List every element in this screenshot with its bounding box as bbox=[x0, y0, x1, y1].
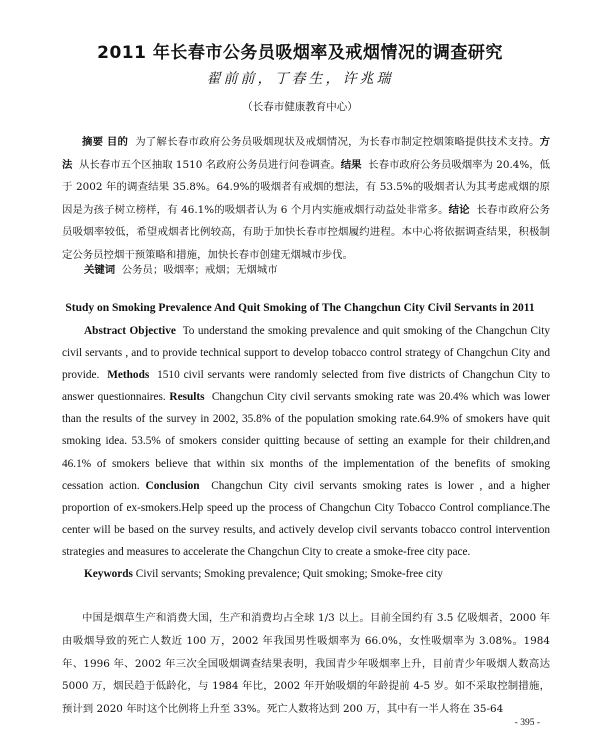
keywords-label: 关键词 bbox=[84, 264, 116, 276]
conclusion-text: 长春市政府公务员吸烟率较低，希望戒烟者比例较高，有助于加快长春市控烟履约进程。本中心将依据调查结果，积极制定公务员控烟干预策略和措施，加快长春市创建无烟城市步伐。 bbox=[62, 203, 551, 261]
page-number: - 395 - bbox=[514, 718, 540, 728]
en-keywords-text: Civil servants; Smoking prevalence; Quit smoking; Smoke-free city bbox=[135, 568, 443, 580]
method-label: 方法 bbox=[62, 136, 551, 171]
conclusion-label: 结论 bbox=[448, 203, 470, 216]
en-methods-label: Methods bbox=[107, 369, 150, 382]
en-conclusion-text: Changchun City civil servants smoking rates is lower , and a higher proportion of ex-smokers.Help speed up the process of Changchun City Tobacco Control compliance.The center will be based on the survey results, and actively develop civil servants tobacco control intervention strategies and measures to accelerate the Changchun City to create a smoke-free city pace. bbox=[62, 479, 550, 558]
body-paragraph: 中国是烟草生产和消费大国，生产和消费均占全球 1/3 以上。目前全国约有 3.5 亿吸烟者，2000 年由吸烟导致的死亡人数近 100 万，2002 年我国男性吸烟率为 66.0%，女性吸烟率为 3.08%。1984 年、1996 年、2002 年三次全国吸烟调查结果表明，我国青少年吸烟率上升，目前青少年吸烟人数高达 5000 万，烟民趋于低龄化，与 1984 年比，2002 年开始吸烟的年龄提前 4-5 岁。如不采取控制措施，预计到 2020 年时这个比例将上升至 33%。死亡人数将达到 200 万，其中有一半人将在 35-64 bbox=[62, 612, 550, 716]
keywords-text: 公务员；吸烟率；戒烟；无烟城市 bbox=[121, 264, 278, 276]
chinese-abstract bbox=[62, 131, 550, 266]
english-title: Study on Smoking Prevalence And Quit Smoking of The Changchun City Civil Servants in 2011 bbox=[65, 302, 535, 314]
abstract-label: 摘要 bbox=[82, 136, 104, 148]
en-results-text: Changchun City civil servants smoking rate was 20.4% which was lower than the results of the survey in 2002, 35.8% of the population smoking rate.64.9% of smokers have quit smoking idea. 53.5% of smokers consider quitting because of setting an example for their children,and 46.1% of smokers believe that within six months of the implementation of the benefits of smoking cessation action. bbox=[62, 391, 550, 492]
en-methods-text: 1510 civil servants were randomly selected from five districts of Changchun City to answer questionnaires. bbox=[62, 369, 550, 404]
en-keywords-label: Keywords bbox=[84, 568, 133, 580]
en-objective-label: Abstract Objective bbox=[84, 325, 176, 337]
english-keywords bbox=[84, 568, 550, 580]
english-abstract bbox=[62, 320, 550, 563]
result-text: 长春市政府公务员吸烟率为 20.4%，低于 2002 年的调查结果 35.8%。64.9%的吸烟者有戒烟的想法，有 53.5%的吸烟者认为其考虑戒烟的原因是为孩子树立榜样，有 46.1%的吸烟者认为 6 个月内实施戒烟行动益处非常多。 bbox=[62, 158, 551, 216]
author-list: 翟前前，丁春生，许兆瑞 bbox=[206, 71, 394, 87]
method-text: 从长春市五个区抽取 1510 名政府公务员进行问卷调查。 bbox=[79, 158, 341, 171]
en-results-label: Results bbox=[169, 391, 205, 404]
en-objective-text: To understand the smoking prevalence and quit smoking of the Changchun City civil servants , and to provide technical support to develop tobacco control strategy of Changchun City and provide. bbox=[62, 325, 550, 382]
result-label: 结果 bbox=[340, 158, 362, 171]
affiliation: （长春市健康教育中心） bbox=[242, 101, 358, 113]
paper-title: 2011 年长春市公务员吸烟率及戒烟情况的调查研究 bbox=[97, 43, 503, 63]
chinese-keywords bbox=[84, 261, 550, 276]
objective-label: 目的 bbox=[106, 136, 129, 148]
objective-text: 为了解长春市政府公务员吸烟现状及戒烟情况，为长春市制定控烟策略提供技术支持。 bbox=[135, 136, 540, 148]
en-conclusion-label: Conclusion bbox=[145, 479, 200, 492]
